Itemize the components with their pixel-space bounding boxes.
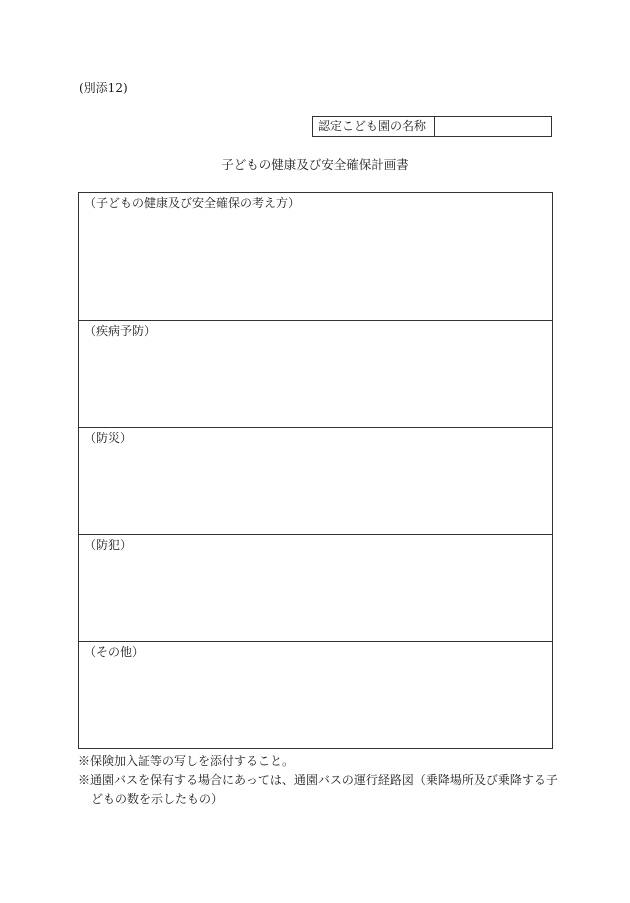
section-label: （防犯） xyxy=(84,538,133,552)
section-other[interactable] xyxy=(79,642,552,748)
section-label: （疾病予防） xyxy=(84,324,157,338)
plan-form xyxy=(78,192,553,749)
section-crime-prevention[interactable] xyxy=(79,535,552,642)
form-number: (別添12) xyxy=(79,81,128,95)
section-label: （その他） xyxy=(84,645,145,659)
facility-name-field[interactable] xyxy=(435,117,551,136)
section-label: （防災） xyxy=(84,431,133,445)
section-label: （子どもの健康及び安全確保の考え方） xyxy=(84,196,301,210)
notes xyxy=(78,752,558,809)
facility-name-label: 認定こども園の名称 xyxy=(313,117,435,136)
note-bus-route: ※通園バスを保有する場合にあっては、通園バスの運行経路図（乗降場所及び乗降する子どもの数を示したもの） xyxy=(78,773,558,806)
note-insurance: ※保険加入証等の写しを添付すること。 xyxy=(78,754,295,768)
document-title: 子どもの健康及び安全確保計画書 xyxy=(221,157,409,172)
section-disease-prevention[interactable] xyxy=(79,321,552,428)
facility-name-table xyxy=(312,116,552,137)
section-disaster-prevention[interactable] xyxy=(79,428,552,535)
section-safety-concept[interactable] xyxy=(79,193,552,321)
